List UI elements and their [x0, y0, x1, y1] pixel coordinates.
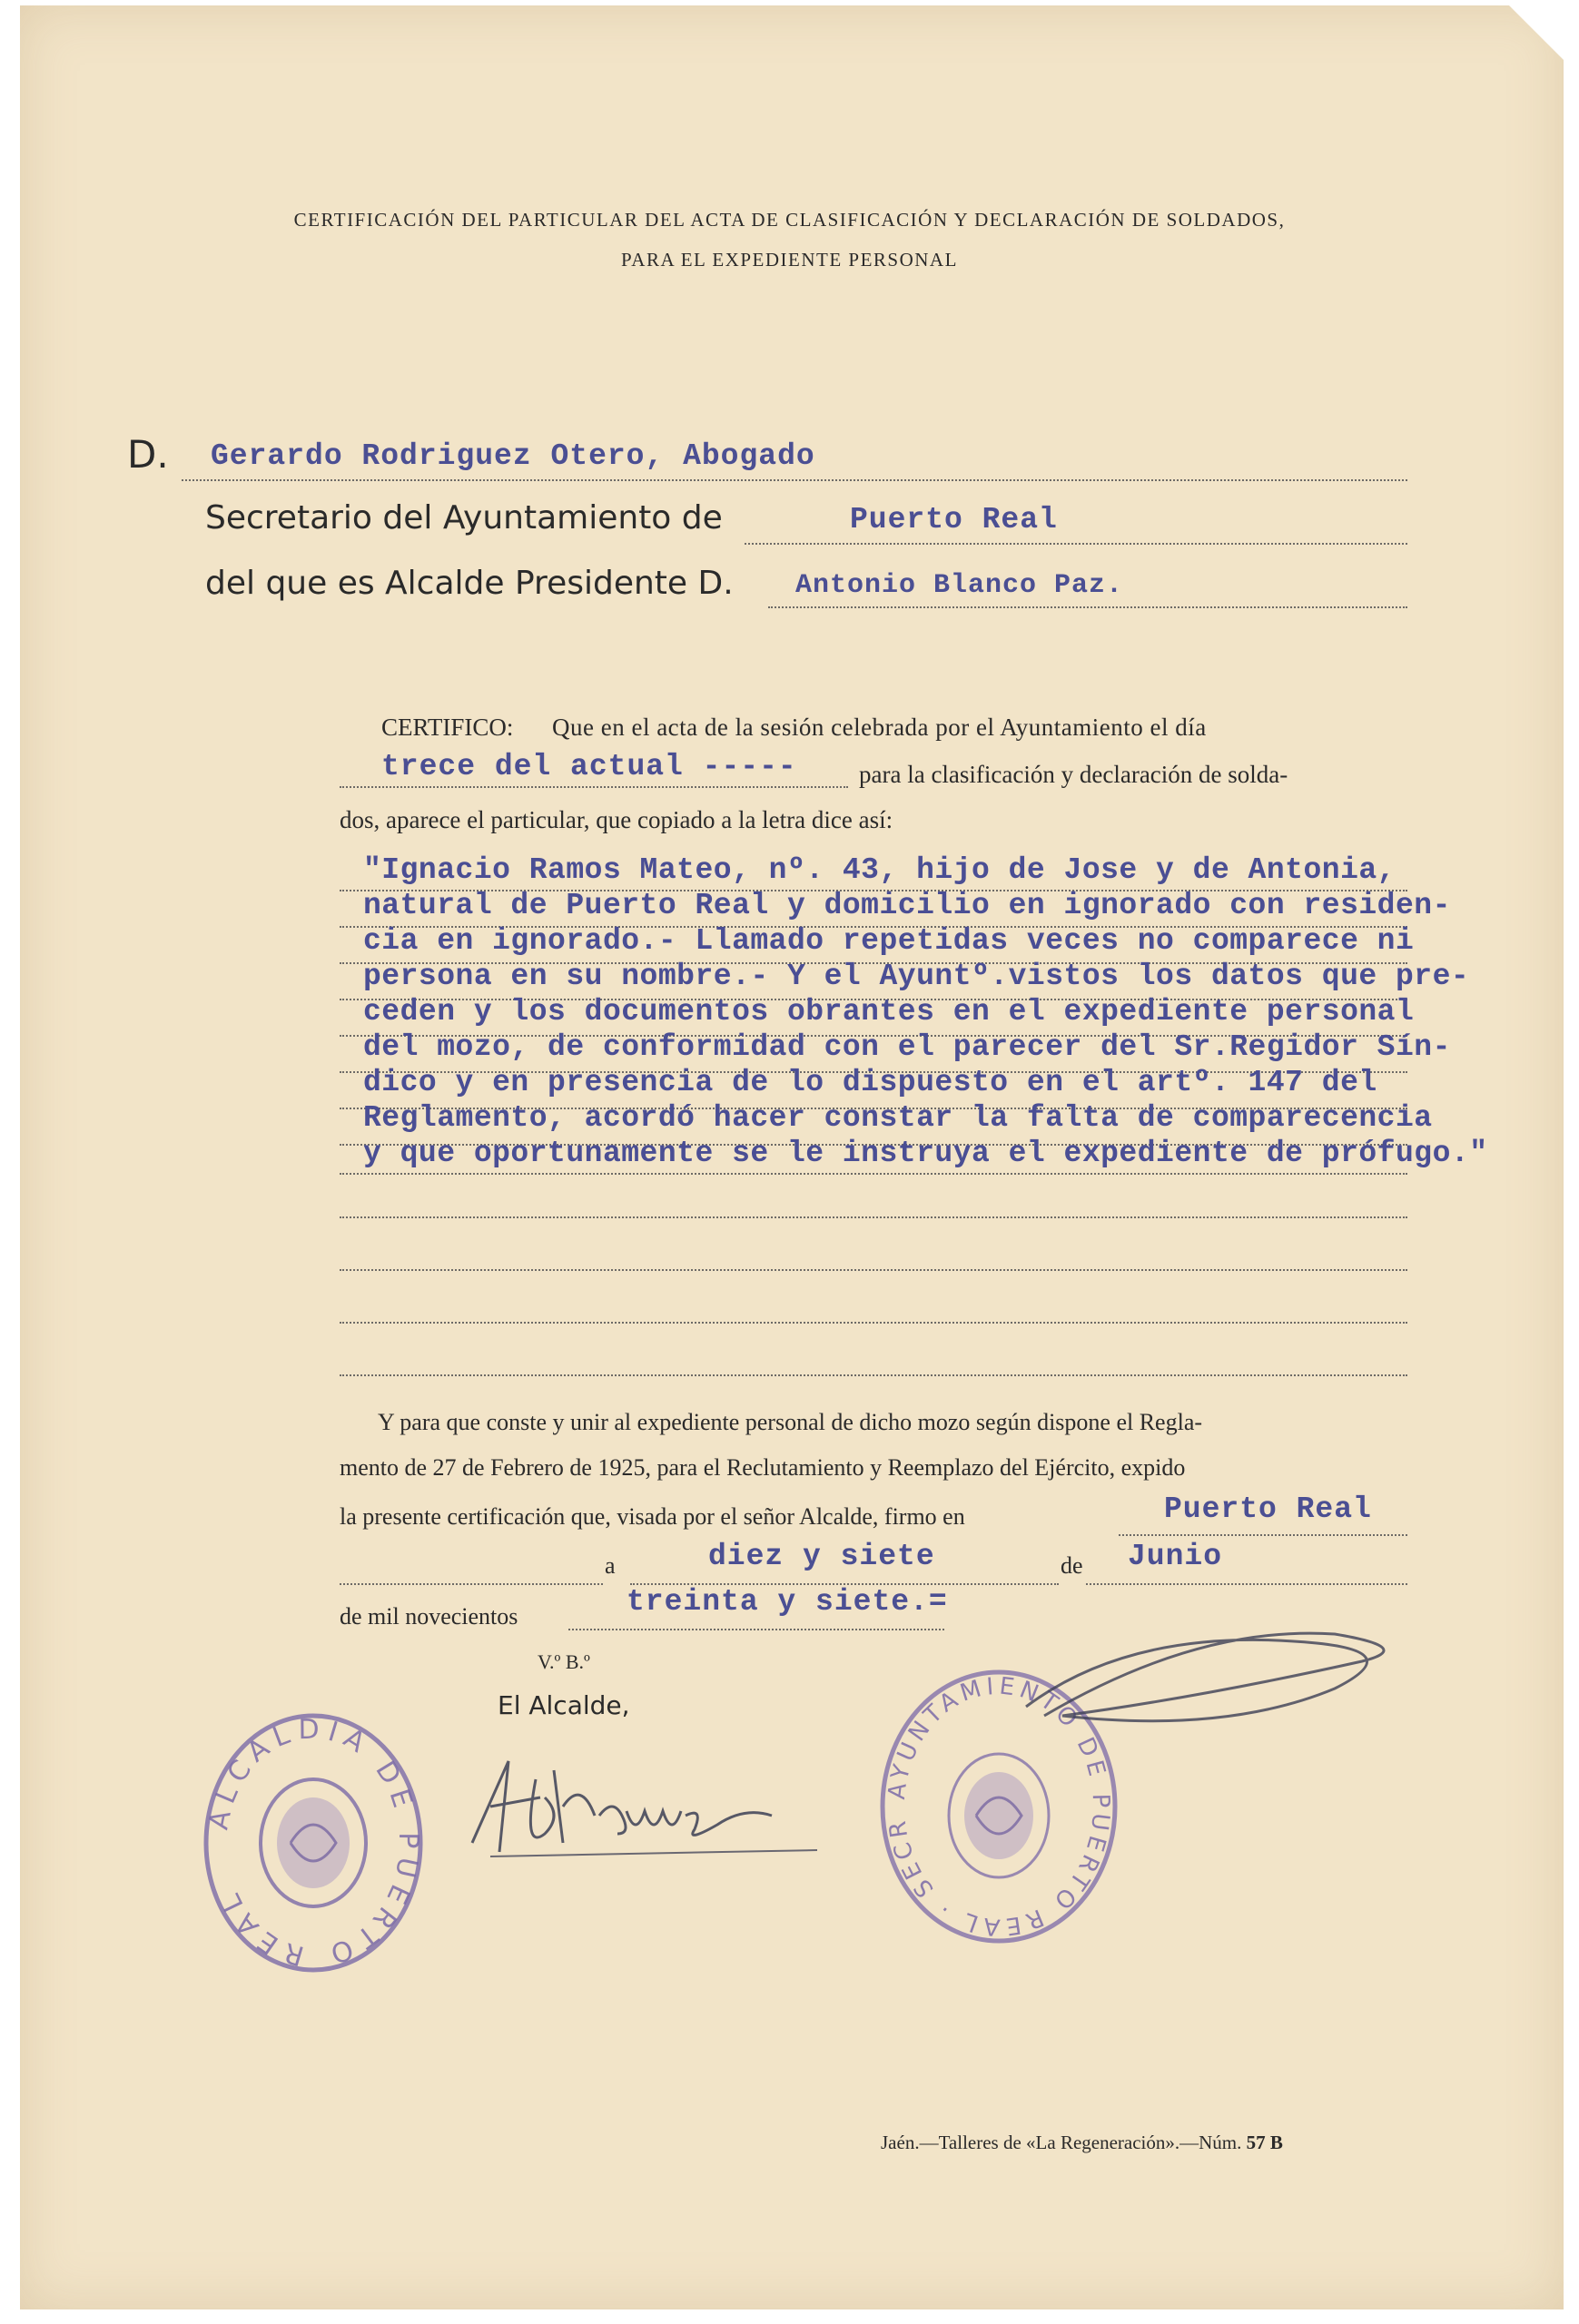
- a-label: a: [605, 1552, 616, 1579]
- ayuntamiento-dotline: [745, 543, 1407, 545]
- secretary-rubric: [1017, 1607, 1416, 1752]
- year-label: de mil novecientos: [340, 1603, 518, 1630]
- alcalde-name: Antonio Blanco Paz.: [795, 570, 1124, 601]
- quote-line: Reglamento, acordó hacer constar la falta de comparecencia: [363, 1101, 1433, 1135]
- empty-dotline: [340, 1374, 1407, 1376]
- signing-year: treinta y siete.=: [627, 1585, 948, 1619]
- document-title-line-2: PARA EL EXPEDIENTE PERSONAL: [621, 249, 958, 271]
- quote-line: ceden y los documentos obrantes en el expediente personal: [363, 995, 1415, 1029]
- year-dotline: [568, 1629, 944, 1630]
- certifico-text-2: para la clasificación y declaración de solda-: [859, 761, 1288, 788]
- empty-dotline: [340, 1269, 1407, 1271]
- ayuntamiento-name: Puerto Real: [850, 503, 1058, 537]
- day-dotline: [340, 786, 848, 788]
- signing-day: diez y siete: [708, 1540, 935, 1573]
- closing-line-1: Y para que conste y unir al expediente personal de dicho mozo según dispone el Regla-: [378, 1409, 1203, 1435]
- closing-line-3: la presente certificación que, visada por el señor Alcalde, firmo en: [340, 1503, 965, 1530]
- signing-place: Puerto Real: [1164, 1492, 1372, 1526]
- name-dotline: [182, 479, 1407, 481]
- date-dotline-3: [1086, 1583, 1407, 1585]
- alcalde-presidente-label: del que es Alcalde Presidente D.: [205, 565, 734, 602]
- date-dotline-1: [340, 1583, 603, 1585]
- closing-line-2: mento de 27 de Febrero de 1925, para el Reclutamiento y Reemplazo del Ejército, expido: [340, 1454, 1186, 1481]
- quote-line: del mozo, de conformidad con el parecer del Sr.Regidor Sín-: [363, 1030, 1451, 1064]
- secretary-name: Gerardo Rodriguez Otero, Abogado: [211, 439, 815, 473]
- signing-month: Junio: [1128, 1540, 1223, 1573]
- quote-dotline: [340, 1173, 1407, 1175]
- session-day: trece del actual -----: [381, 750, 797, 783]
- folded-corner: [1509, 5, 1564, 60]
- alcalde-dotline: [768, 606, 1407, 608]
- quote-line: natural de Puerto Real y domicilio en ignorado con residen-: [363, 889, 1451, 922]
- certifico-text-3: dos, aparece el particular, que copiado a la letra dice así:: [340, 806, 893, 833]
- document-title-line-1: CERTIFICACIÓN DEL PARTICULAR DEL ACTA DE CLASIFICACIÓN Y DECLARACIÓN DE SOLDADOS,: [293, 209, 1286, 231]
- certifico-text-1: Que en el acta de la sesión celebrada por el Ayuntamiento el día: [552, 714, 1207, 741]
- alcaldia-stamp-text: ALCALDIA DE PUERTO REAL: [202, 1713, 425, 1973]
- quote-line: "Ignacio Ramos Mateo, nº. 43, hijo de Jose y de Antonia,: [363, 853, 1396, 887]
- d-label: D.: [127, 432, 169, 477]
- certifico-label: CERTIFICO:: [381, 714, 514, 741]
- el-alcalde-label: El Alcalde,: [498, 1690, 630, 1720]
- alcalde-signature: [454, 1743, 872, 1870]
- secretaria-stamp-text: AYUNTAMIENTO DE PUERTO REAL · SECR: [883, 1672, 1115, 1941]
- empty-dotline: [340, 1322, 1407, 1324]
- empty-dotline: [340, 1216, 1407, 1218]
- de-label: de: [1061, 1552, 1083, 1579]
- printer-imprint-text: Jaén.—Talleres de «La Regeneración».—Núm.: [881, 2132, 1242, 2153]
- alcaldia-stamp: [195, 1707, 431, 1979]
- quote-line: persona en su nombre.- Y el Ayuntº.vistos los datos que pre-: [363, 960, 1470, 993]
- quote-line: cia en ignorado.- Llamado repetidas veces no comparece ni: [363, 924, 1415, 958]
- quote-line: y que oportunamente se le instruya el expediente de prófugo.": [363, 1137, 1488, 1170]
- form-number: 57 B: [1246, 2132, 1283, 2153]
- visto-bueno-label: V.º B.º: [538, 1650, 590, 1673]
- place-dotline: [1119, 1534, 1407, 1536]
- secretario-label: Secretario del Ayuntamiento de: [205, 499, 723, 537]
- printer-imprint: [881, 2132, 1283, 2154]
- quote-line: dico y en presencia de lo dispuesto en el artº. 147 del: [363, 1066, 1377, 1099]
